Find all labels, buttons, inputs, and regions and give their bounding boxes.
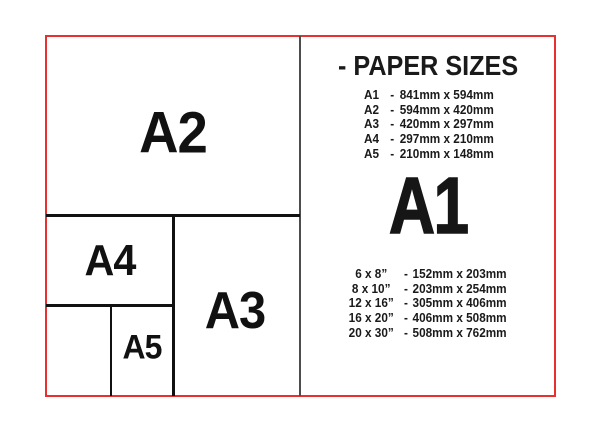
dash-separator: -: [404, 311, 408, 326]
dash-separator: -: [404, 281, 408, 296]
a4-box-label: A4: [84, 236, 136, 285]
dash-separator: -: [390, 88, 395, 102]
size-name: A5: [364, 146, 380, 161]
size-name: A2: [364, 102, 380, 117]
size-name: 16 x 20”: [348, 311, 394, 326]
size-dimensions: 297mm x 210mm: [399, 132, 494, 147]
size-name: A4: [364, 132, 380, 147]
featured-size-text: A1: [388, 161, 468, 250]
a5-box-label: A5: [122, 328, 162, 367]
dash-separator: -: [390, 132, 395, 147]
size-name: A3: [364, 117, 380, 132]
a-series-row: [364, 103, 494, 118]
dash-separator: -: [404, 267, 408, 281]
inch-size-row: [343, 311, 507, 326]
size-dimensions: 203mm x 254mm: [412, 281, 507, 296]
size-dimensions: 210mm x 148mm: [399, 146, 494, 161]
dash-separator: -: [390, 102, 395, 117]
a5-left-line: [110, 306, 112, 396]
a-series-row: [364, 88, 494, 103]
dash-separator: -: [390, 117, 395, 132]
size-dimensions: 152mm x 203mm: [412, 267, 507, 281]
size-dimensions: 508mm x 762mm: [412, 325, 507, 340]
panel-title-text: - PAPER SIZES: [337, 50, 519, 81]
size-name: 20 x 30”: [348, 325, 394, 340]
inch-size-list: [343, 267, 507, 341]
featured-size-label: [300, 161, 556, 250]
size-name: 8 x 10”: [351, 281, 391, 296]
panel-title: [300, 52, 556, 80]
size-name: 6 x 8”: [355, 267, 388, 281]
a3-box-label: A3: [204, 282, 266, 340]
size-dimensions: 420mm x 297mm: [399, 117, 494, 132]
size-dimensions: 841mm x 594mm: [399, 88, 494, 102]
a-series-row: [364, 147, 494, 162]
dash-separator: -: [390, 146, 395, 161]
dash-separator: -: [404, 296, 408, 311]
size-name: A1: [364, 88, 380, 102]
a-series-row: [364, 132, 494, 147]
size-dimensions: 594mm x 420mm: [399, 102, 494, 117]
a2-box-label: A2: [139, 100, 207, 166]
a-series-row: [364, 117, 494, 132]
inch-size-row: [343, 326, 507, 341]
a-series-size-list: [364, 88, 494, 162]
size-dimensions: 305mm x 406mm: [412, 296, 507, 311]
inch-size-row: [343, 282, 507, 297]
size-dimensions: 406mm x 508mm: [412, 311, 507, 326]
dash-separator: -: [404, 325, 408, 340]
inch-size-row: [343, 296, 507, 311]
inch-size-row: [343, 267, 507, 282]
size-name: 12 x 16”: [348, 296, 394, 311]
